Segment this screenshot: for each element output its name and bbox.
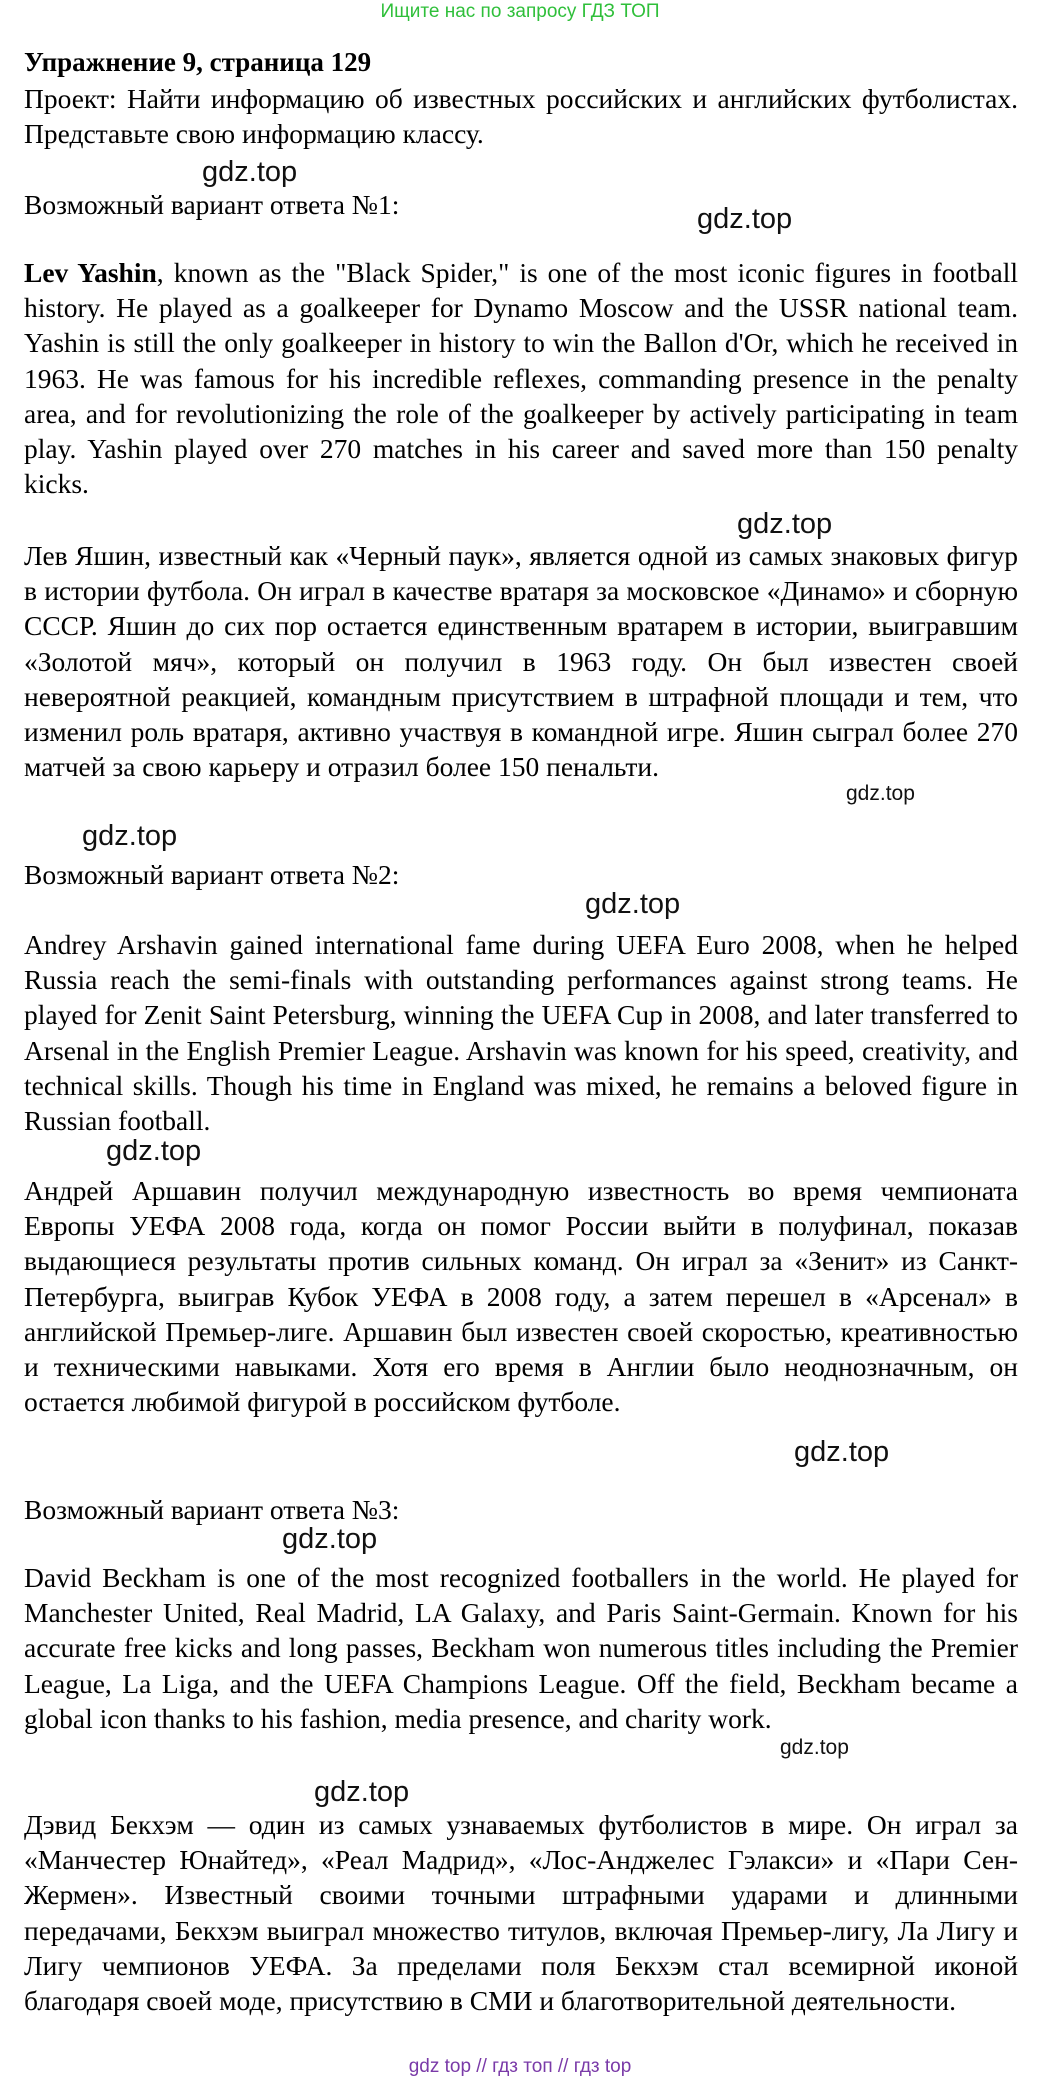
answer-1-russian: Лев Яшин, известный как «Черный паук», является одной из самых знаковых фигур в истории футбола. Он играл в качестве вратаря за московское «Динамо» и сборную СССР. Яшин до сих пор остается единственным вратарем в истории, выигравшим «Золотой мяч», который он получил в 1963 году. Он был известен своей невероятной реакцией, командным присутствием в штрафной площади и тем, что изменил роль вратаря, активно участвуя в командной игре. Яшин сыграл более 270 матчей за свою карьеру и отразил более 150 пенальти. (24, 540, 1018, 783)
answer-2-russian: Андрей Аршавин получил международную известность во время чемпионата Европы УЕФА 2008 года, когда он помог России выйти в полуфинал, показав выдающиеся результаты против сильных команд. Он играл за «Зенит» из Санкт-Петербурга, выиграв Кубок УЕФА в 2008 году, а затем перешел в «Арсенал» в английской Премьер-лиге. Аршавин был известен своей скоростью, креативностью и техническими навыками. Хотя его время в Англии было неоднозначным, он остается любимой фигурой в российском футболе. (24, 1175, 1018, 1418)
answer-2-english: Andrey Arshavin gained international fame during UEFA Euro 2008, when he helped Russia reach the semi-finals with outstanding performances against strong teams. He played for Zenit Saint Petersburg, winning the UEFA Cup in 2008, and later transferred to Arsenal in the English Premier League. Arshavin was known for his speed, creativity, and technical skills. Though his time in England was mixed, he remains a beloved figure in Russian football. (24, 929, 1018, 1137)
answer-1-label: Возможный вариант ответа №1: (24, 189, 400, 220)
footer-links[interactable]: gdz top // гдз топ // гдз top (408, 2056, 632, 2077)
watermark: gdz.top (737, 508, 833, 540)
watermark: gdz.top (314, 1776, 410, 1808)
watermark: gdz.top (780, 1736, 849, 1759)
task-text: Проект: Найти информацию об известных российских и английских футболистах. Представьте свою информацию классу. (24, 83, 1018, 150)
answer-3-russian: Дэвид Бекхэм — один из самых узнаваемых футболистов в мире. Он играл за «Манчестер Юнайтед», «Реал Мадрид», «Лос-Анджелес Гэлакси» и «Пари Сен-Жермен». Известный своими точными штрафными ударами и длинными передачами, Бекхэм выиграл множество титулов, включая Премьер-лигу, Ла Лигу и Лигу чемпионов УЕФА. За пределами поля Бекхэм стал всемирной иконой благодаря своей моде, присутствию в СМИ и благотворительной деятельности. (24, 1809, 1018, 2017)
answer-1-name: Lev Yashin (24, 257, 157, 288)
watermark: gdz.top (106, 1135, 202, 1167)
page-title: Упражнение 9, страница 129 (24, 47, 372, 77)
watermark: gdz.top (697, 203, 793, 235)
answer-3-english: David Beckham is one of the most recognized footballers in the world. He played for Manchester United, Real Madrid, LA Galaxy, and Paris Saint-Germain. Known for his accurate free kicks and long passes, Beckham won numerous titles including the Premier League, La Liga, and the UEFA Champions League. Off the field, Beckham became a global icon thanks to his fashion, media presence, and charity work. (24, 1562, 1018, 1734)
watermark: gdz.top (794, 1436, 890, 1468)
answer-3-label: Возможный вариант ответа №3: (24, 1494, 400, 1525)
watermark: gdz.top (282, 1523, 378, 1555)
answer-1-english (24, 255, 1018, 501)
watermark: gdz.top (202, 156, 298, 188)
answer-2-label: Возможный вариант ответа №2: (24, 859, 400, 890)
watermark: gdz.top (82, 820, 178, 852)
watermark: gdz.top (585, 888, 681, 920)
top-banner[interactable]: Ищите нас по запросу ГДЗ ТОП (380, 1, 660, 22)
answer-1-english-text: , known as the "Black Spider," is one of the most iconic figures in football history. He played as a goalkeeper for Dynamo Moscow and the USSR national team. Yashin is still the only goalkeeper in history to win the Ballon d'Or, which he received in 1963. He was famous for his incredible reflexes, commanding presence in the penalty area, and for revolutionizing the role of the goalkeeper by actively participating in team play. Yashin played over 270 matches in his career and saved more than 150 penalty kicks. (24, 257, 1018, 500)
watermark: gdz.top (846, 782, 915, 805)
